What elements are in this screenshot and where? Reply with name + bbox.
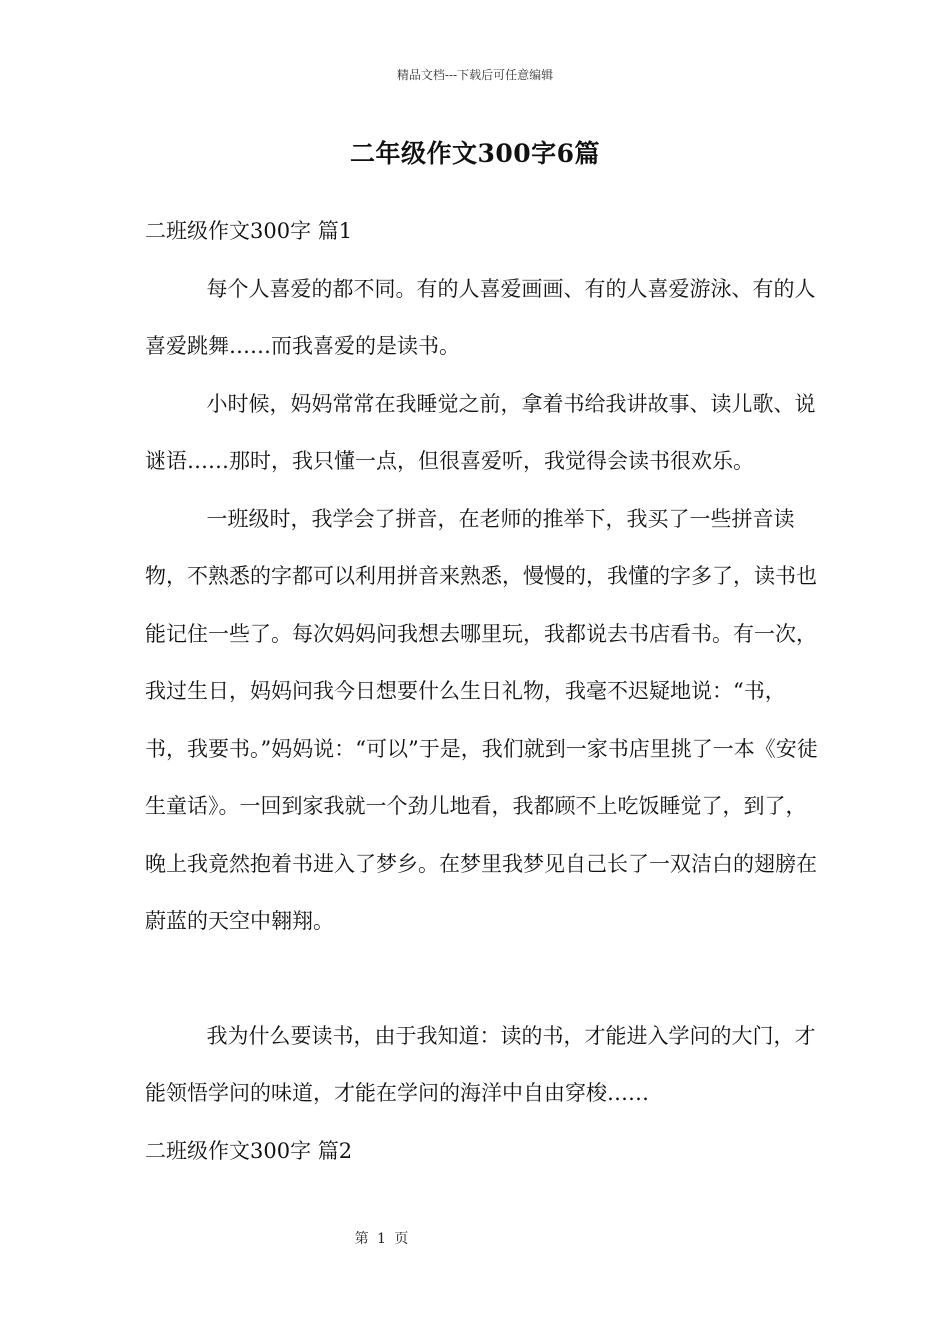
paragraph-3: 一班级时，我学会了拼音，在老师的推举下，我买了一些拼音读物，不熟悉的字都可以利用拼音来熟悉，慢慢的，我懂的字多了，读书也能记住一些了。每次妈妈问我想去哪里玩，我都说去书店看书。有一次，我过生日，妈妈问我今日想要什么生日礼物，我毫不迟疑地说：“书，书，我要书。”妈妈说：“可以”于是，我们就到一家书店里挑了一本《安徒生童话》。一回到家我就一个劲儿地看，我都顾不上吃饭睡觉了，到了，晚上我竟然抱着书进入了梦乡。在梦里我梦见自己长了一双洁白的翅膀在蔚蓝的天空中翱翔。 [145,506,818,933]
page-number: 第 1 页 [354,1231,409,1247]
paragraph-2: 小时候，妈妈常常在我睡觉之前，拿着书给我讲故事、读儿歌、说谜语……那时，我只懂一点，但很喜爱听，我觉得会读书很欢乐。 [145,391,816,473]
paragraph-1: 每个人喜爱的都不同。有的人喜爱画画、有的人喜爱游泳、有的人喜爱跳舞……而我喜爱的是读书。 [145,276,816,358]
paragraph-4: 我为什么要读书，由于我知道：读的书，才能进入学问的大门，才能领悟学问的味道，才能在学问的海洋中自由穿梭…… [145,1023,816,1105]
section-heading-1: 二班级作文300字 篇1 [145,219,353,243]
section-heading-2: 二班级作文300字 篇2 [145,1138,353,1163]
document-body [145,203,825,1180]
paragraph-spacer [145,951,825,1008]
page-header: 精品文档---下载后可任意编辑 [396,68,554,82]
document-title: 二年级作文300字6篇 [349,139,601,168]
